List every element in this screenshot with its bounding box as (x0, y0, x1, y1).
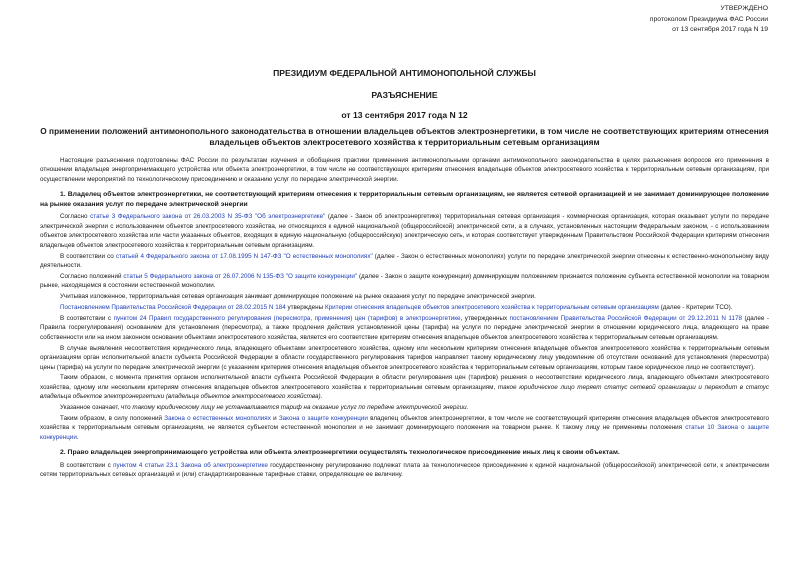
approval-line-3: от 13 сентября 2017 года N 19 (672, 26, 768, 33)
law-link[interactable]: статье 3 Федерального закона от 26.03.2003 N 35-ФЗ "Об электроэнергетике" (90, 213, 326, 221)
paragraph (40, 461, 769, 480)
paragraph (40, 252, 769, 271)
document-body (40, 156, 769, 481)
law-link[interactable]: постановлением Правительства Российской Федерации от 29.12.2011 N 1178 (509, 314, 742, 322)
approval-stamp (650, 4, 768, 36)
law-link[interactable]: Постановлением Правительства Российской Федерации от 28.02.2015 N 184 (60, 304, 286, 312)
text: и (270, 415, 279, 423)
text: (далее - Закон о защите конкуренции) доминирующим положением признается положение субъекта естественной монополии на товарном рынке, находящемся в состоянии естественной монополии. (40, 272, 770, 290)
text: (далее - Закон об электроэнергетике) территориальная сетевая организация - коммерческая организация, которая оказывает услуги по передаче электрической энергии с использованием объектов электросетевого хозяйства, не относящихся к единой национальной (общероссийской) электрической сети, а в случаях, установленных настоящим Федеральным законом, - с использованием объектов электросетевого хозяйства или части указанных объектов, входящих в единую национальную (общероссийскую) электрическую сеть, и которая соответствует утвержденным Правительством Российской Федерации критериям отнесения владельцев объектов электросетевого хозяйства к территориальным сетевым организациям. (40, 213, 769, 249)
approval-line-2: протоколом Президиума ФАС России (649, 15, 768, 23)
law-link[interactable]: Критерии отнесения владельцев объектов электросетевого хозяйства к территориальным сетевым организациям (324, 304, 659, 312)
text: , утвержденных (460, 314, 510, 322)
emphasis-text: такое юридическое лицо теряет статус сетевой организации и переходит в статус владельца объектов электроэнергетики (владельца объектов электросетевого хозяйства). (40, 383, 770, 401)
document-date-heading: от 13 сентября 2017 года N 12 (341, 110, 468, 120)
text: (далее - Закон о естественных монополиях) услуги по передаче электрической энергии отнесены к естественно-монопольному виду деятельности. (40, 252, 770, 269)
text: утверждены (285, 304, 325, 312)
text: (далее - Критерии ТСО). (658, 304, 733, 312)
text: В соответствии со (60, 252, 116, 260)
law-link[interactable]: Закона о естественных монополиях (164, 415, 271, 423)
text: В соответствии с (60, 461, 114, 469)
law-link[interactable]: пунктом 4 статьи 23.1 Закона об электроэнергетике (113, 461, 268, 469)
text: В соответствии с (60, 314, 114, 322)
law-link[interactable]: статьей 4 Федерального закона от 17.08.1995 N 147-ФЗ "О естественных монополиях" (115, 252, 373, 260)
paragraph (40, 314, 769, 342)
law-link[interactable]: пунктом 24 Правил государственного регулирования (пересмотра, применения) цен (тарифов) в электроэнергетике (113, 314, 461, 322)
paragraph (40, 212, 769, 250)
organization-heading: ПРЕЗИДИУМ ФЕДЕРАЛЬНОЙ АНТИМОНОПОЛЬНОЙ СЛУЖБЫ (273, 68, 536, 78)
text: государственному регулированию подлежат плата за технологическое присоединение к единой национальной (общероссийской) электрической сети, к электрическим сетям территориальных сетевых организаций и (или) стандартизированные тарифные ставки, определяющие ее величину. (40, 461, 770, 479)
text: Таким образом, в силу положений (60, 415, 165, 423)
intro-paragraph: Настоящие разъяснения подготовлены ФАС России по результатам изучения и обобщения практики применения антимонопольными органами антимонопольного законодательства в целях разъяснения вопросов его применения в отношении владельцев энергопринимающего устройства или объекта электроэнергетики, в том числе не соответствующих критериям отнесения владельцев объектов электросетевого хозяйства к территориальным сетевым организациям, при осуществлении мероприятий по технологическому присоединению и оказанию услуг по передаче электрической энергии. (40, 157, 769, 183)
text: (далее - Правила госрегулирования) основанием для установления (пересмотра), а также продления действия установленной цены (тарифа) на услуги по передаче электрической энергии в отношении юридического лица, владеющего на праве собственности или на ином законном основании объектами электросетевого хозяйства, является его соответствие критериям отнесения владельцев объектов электросетевого хозяйства к территориальным сетевым организациям. (40, 314, 769, 341)
text: Согласно положений (60, 272, 124, 280)
text: Указанное означает, что (60, 404, 133, 412)
section-2-title: 2. Право владельцев энергопринимающего устройства или объекта электроэнергетики осуществлять технологическое присоединение иных лиц к своим объектам. (60, 449, 620, 457)
paragraph: Учитывая изложенное, территориальная сетевая организация занимает доминирующее положение на рынке оказания услуг по передаче электрической энергии. (60, 293, 536, 301)
paragraph: В случае выявления несоответствия юридического лица, владеющего объектами электросетевого хозяйства, одному или нескольким критериям отнесения владельцев объектов электросетевого хозяйства к территориальным сетевым организациям орган исполнительной власти субъекта Российской Федерации в области государственного регулирования тарифов направляет такому юридическому лицу уведомление об отсутствии оснований для установления (пересмотра) цены (тарифа) на услуги по передаче электрической энергии (с указанием критериев отнесения владельцев объектов электросетевого хозяйства к территориальным сетевым организациям, которым такое юридическое лицо не соответствует). (40, 344, 769, 371)
approval-line-1: УТВЕРЖДЕНО (720, 5, 768, 12)
paragraph (40, 414, 769, 442)
text: Согласно (60, 213, 91, 221)
law-link[interactable]: статьи 10 Закона о защите конкуренции (40, 424, 769, 441)
document-title: О применении положений антимонопольного законодательства в отношении владельцев объектов электроэнергетики, в том числе не соответствующих критериям отнесения владельцев объектов электросетевого хозяйства к территориальным сетевым организациям (40, 126, 769, 147)
section-1-title: 1. Владелец объектов электроэнергетики, не соответствующий критериям отнесения к территориальным сетевым организациям, не является сетевой организацией и не занимает доминирующее положение на рынке оказания услуг по передаче электрической энергии (40, 191, 769, 208)
paragraph (40, 303, 769, 312)
law-link[interactable]: статьи 5 Федерального закона от 26.07.2006 N 135-ФЗ "О защите конкуренции" (123, 272, 358, 280)
paragraph (40, 373, 769, 401)
document-type-heading: РАЗЪЯСНЕНИЕ (371, 90, 438, 100)
text: владелец объектов электроэнергетики, в том числе не соответствующий критериям отнесения владельцев объектов электросетевого хозяйства к территориальным сетевым организациям, не является субъектом естественной монополии и не занимает доминирующего положения на товарном рынке. К такому лицу не применимы положения (40, 415, 769, 432)
text: Таким образом, с момента принятия органом исполнительной власти субъекта Российской Федерации в области регулирования цен (тарифов) решения о несоответствии юридического лица, владеющего объектами электросетевого хозяйства, одному или нескольким критериям отнесения владельцев объектов электросетевого хозяйства к территориальным сетевым организациям, (40, 374, 769, 391)
paragraph (40, 403, 769, 412)
paragraph (40, 272, 769, 291)
emphasis-text: такому юридическому лицу не устанавливается тариф на оказание услуг по передаче электрической энергии. (132, 404, 469, 412)
law-link[interactable]: Закона о защите конкуренции (278, 415, 368, 423)
text: . (76, 433, 79, 441)
